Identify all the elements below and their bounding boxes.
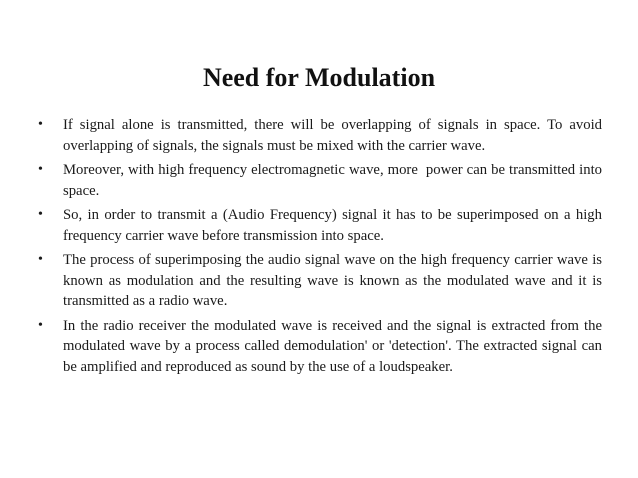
bullet-text: In the radio receiver the modulated wave is received and the signal is extracted from the modulated wave by a process called demodulation' or 'detection'. The extracted signal can be amplified and reproduced as sound by the use of a loudspeaker. (63, 317, 602, 375)
bullet-text: The process of superimposing the audio signal wave on the high frequency carrier wave is known as modulation and the resulting wave is known as the modulated wave and it is transmitted as a radio wave. (63, 252, 602, 309)
bullet-item (38, 115, 602, 156)
bullet-text: Moreover, with high frequency electromagnetic wave, more power can be transmitted into space. (63, 162, 606, 199)
slide-title: Need for Modulation (202, 63, 436, 92)
bullet-marker: • (38, 162, 43, 177)
bullet-list (38, 115, 606, 381)
bullet-marker: • (38, 207, 43, 222)
bullet-marker: • (38, 117, 43, 132)
bullet-item (38, 205, 602, 246)
bullet-item (38, 316, 602, 378)
bullet-item (38, 250, 602, 312)
bullet-text: If signal alone is transmitted, there will be overlapping of signals in space. To avoid overlapping of signals, the signals must be mixed with the carrier wave. (63, 117, 602, 154)
bullet-item (38, 160, 606, 201)
bullet-text: So, in order to transmit a (Audio Frequency) signal it has to be superimposed on a high frequency carrier wave before transmission into space. (63, 207, 602, 244)
bullet-marker: • (38, 252, 43, 267)
bullet-marker: • (38, 317, 43, 333)
